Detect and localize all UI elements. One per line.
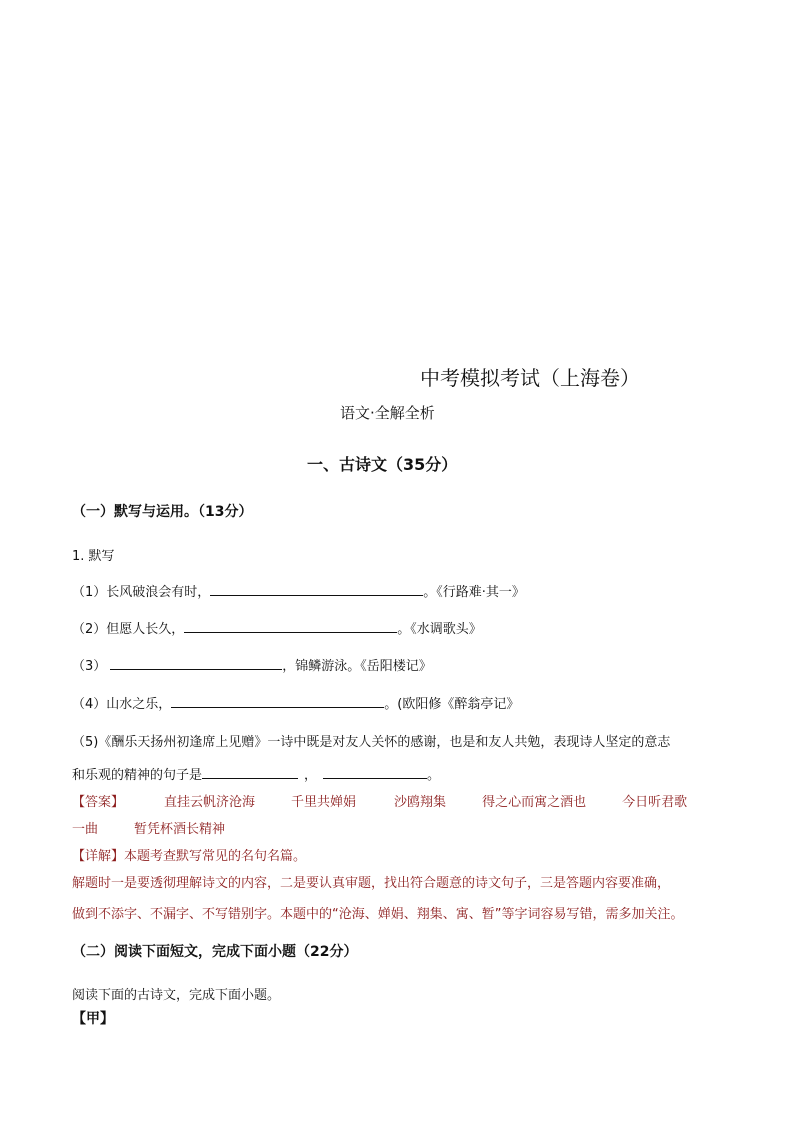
answer-blank[interactable] xyxy=(184,619,397,633)
part-intro: 阅读下面的古诗文，完成下面小题。 xyxy=(72,988,281,1003)
answer-item: 直挂云帆济沧海 xyxy=(164,795,256,810)
detail-text: 本题考查默写常见的名句名篇。 xyxy=(124,849,307,864)
answer-blank[interactable] xyxy=(171,694,384,708)
page-title: 中考模拟考试（上海卷） xyxy=(420,366,640,390)
item-before: 和乐观的精神的句子是 xyxy=(72,768,203,783)
answer-blank[interactable] xyxy=(210,582,423,596)
fill-item-5-line2 xyxy=(72,764,440,783)
answer-blank[interactable] xyxy=(110,656,282,670)
passage-label: 【甲】 xyxy=(72,1011,114,1027)
answer-item: 得之心而寓之酒也 xyxy=(482,795,587,810)
fill-item-3 xyxy=(72,655,432,674)
item-after: ，锦鳞游泳。《岳阳楼记》 xyxy=(282,659,432,674)
section-heading: 一、古诗文（35分） xyxy=(307,455,458,474)
answer-line-1 xyxy=(72,791,687,810)
item-after: 。 xyxy=(427,768,441,783)
answer-line-2 xyxy=(72,818,225,837)
answer-blank[interactable] xyxy=(202,765,298,779)
answer-item: 一曲 xyxy=(72,822,99,837)
question-heading: 1. 默写 xyxy=(72,549,115,564)
item-before: 长风破浪会有时， xyxy=(106,585,211,600)
detail-line-1 xyxy=(72,845,306,864)
item-before: 山水之乐， xyxy=(106,697,172,712)
item-number: （4） xyxy=(72,697,107,712)
answer-blank[interactable] xyxy=(323,765,427,779)
answer-label: 【答案】 xyxy=(72,795,125,810)
detail-line-3: 做到不添字、不漏字、不写错别字。本题中的“沧海、婵娟、翔集、寓、暂”等字词容易写错，需多加关注。 xyxy=(72,907,684,922)
fill-item-1 xyxy=(72,581,525,600)
fill-item-5-line1: （5)《酬乐天扬州初逢席上见赠》一诗中既是对友人关怀的感谢，也是和友人共勉，表现诗人坚定的意志 xyxy=(72,735,671,750)
item-number: （1） xyxy=(72,585,107,600)
answer-item: 今日听君歌 xyxy=(622,795,688,810)
page-subtitle: 语文·全解全析 xyxy=(340,404,435,422)
item-number: （3） xyxy=(72,659,107,674)
answer-item: 千里共婵娟 xyxy=(291,795,357,810)
item-separator: ， xyxy=(304,768,318,783)
item-before: 但愿人长久， xyxy=(106,622,185,637)
part-heading: （一）默写与运用。（13分） xyxy=(72,504,253,520)
answer-item: 沙鸥翔集 xyxy=(394,795,447,810)
fill-item-4 xyxy=(72,693,519,712)
item-after: 。《水调歌头》 xyxy=(397,622,482,637)
detail-line-2: 解题时一是要透彻理解诗文的内容，二是要认真审题，找出符合题意的诗文句子，三是答题内容要准确， xyxy=(72,876,671,891)
detail-label: 【详解】 xyxy=(72,849,125,864)
fill-item-2 xyxy=(72,618,482,637)
item-after: 。(欧阳修《醉翁亭记》 xyxy=(384,697,520,712)
part-heading: （二）阅读下面短文，完成下面小题（22分） xyxy=(72,944,358,960)
answer-item: 暂凭杯酒长精神 xyxy=(134,822,226,837)
item-number: （2） xyxy=(72,622,107,637)
item-after: 。《行路难·其一》 xyxy=(423,585,525,600)
